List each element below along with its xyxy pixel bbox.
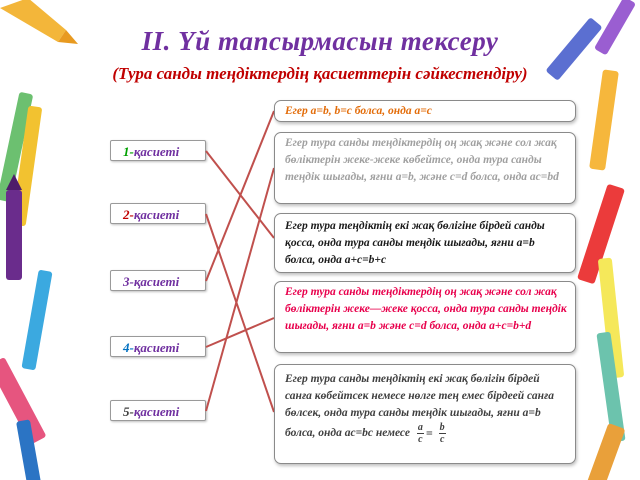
fraction-equals: = <box>425 426 433 440</box>
fraction-numerator: a <box>417 422 423 433</box>
statement-text: Егер тура санды теңдіктің екі жақ бөлігін бірдей санға көбейтсек немесе нөлге тең емес бірдеей санға бөлсек, онда тура санды теңдік шығады, яғни a=b болса, онда ac=bc немесе <box>285 373 554 440</box>
statement-text: Егер a=b, b=c болса, онда a=c <box>285 105 432 117</box>
statement-text: Егер тура санды теңдіктердің оң жақ және сол жақ бөліктерін жеке-жеке көбейтсе, онда тура санды теңдік шығады, яғни a=b, және c=d болса, онда ac=bd <box>285 137 559 183</box>
property-number: 5- <box>123 404 134 419</box>
statement-box-1 <box>274 100 576 122</box>
property-suffix: қасиеті <box>133 340 180 355</box>
connector-line <box>206 318 274 347</box>
fraction-numerator: b <box>439 422 445 433</box>
statement-box-3 <box>274 213 576 273</box>
property-suffix: қасиеті <box>133 207 180 222</box>
property-suffix: қасиеті <box>133 274 180 289</box>
connector-line <box>206 214 274 412</box>
connector-line <box>206 168 274 411</box>
statement-box-2 <box>274 132 576 204</box>
property-number: 4- <box>123 340 134 355</box>
statement-box-5 <box>274 364 576 464</box>
property-number: 1- <box>123 144 134 159</box>
fraction-right <box>439 422 446 445</box>
property-number: 2- <box>123 207 134 222</box>
property-number: 3- <box>123 274 134 289</box>
page-title: II. Үй тапсырмасын тексеру <box>141 26 499 56</box>
statement-text: Егер тура теңдіктің екі жақ бөлігіне бірдей санды қосса, онда тура санды теңдік шығады, яғни a=b болса, онда a+c=b+c <box>285 220 545 266</box>
statement-box-4 <box>274 281 576 353</box>
fraction-left <box>417 422 424 445</box>
statement-text: Егер тура санды теңдіктердің оң жақ және сол жақ бөліктерін жеке—жеке қосса, онда тура санды теңдік шығады, яғни a=b және c=d болса, онда a+c=b+d <box>285 286 567 332</box>
fraction-denominator: c <box>439 434 445 445</box>
connector-line <box>206 111 274 281</box>
property-suffix: қасиеті <box>133 144 180 159</box>
property-suffix: қасиеті <box>133 404 180 419</box>
page-subtitle: (Тура санды теңдіктердің қасиеттерін сәйкестендіру) <box>112 64 528 83</box>
fraction-denominator: c <box>418 434 423 445</box>
